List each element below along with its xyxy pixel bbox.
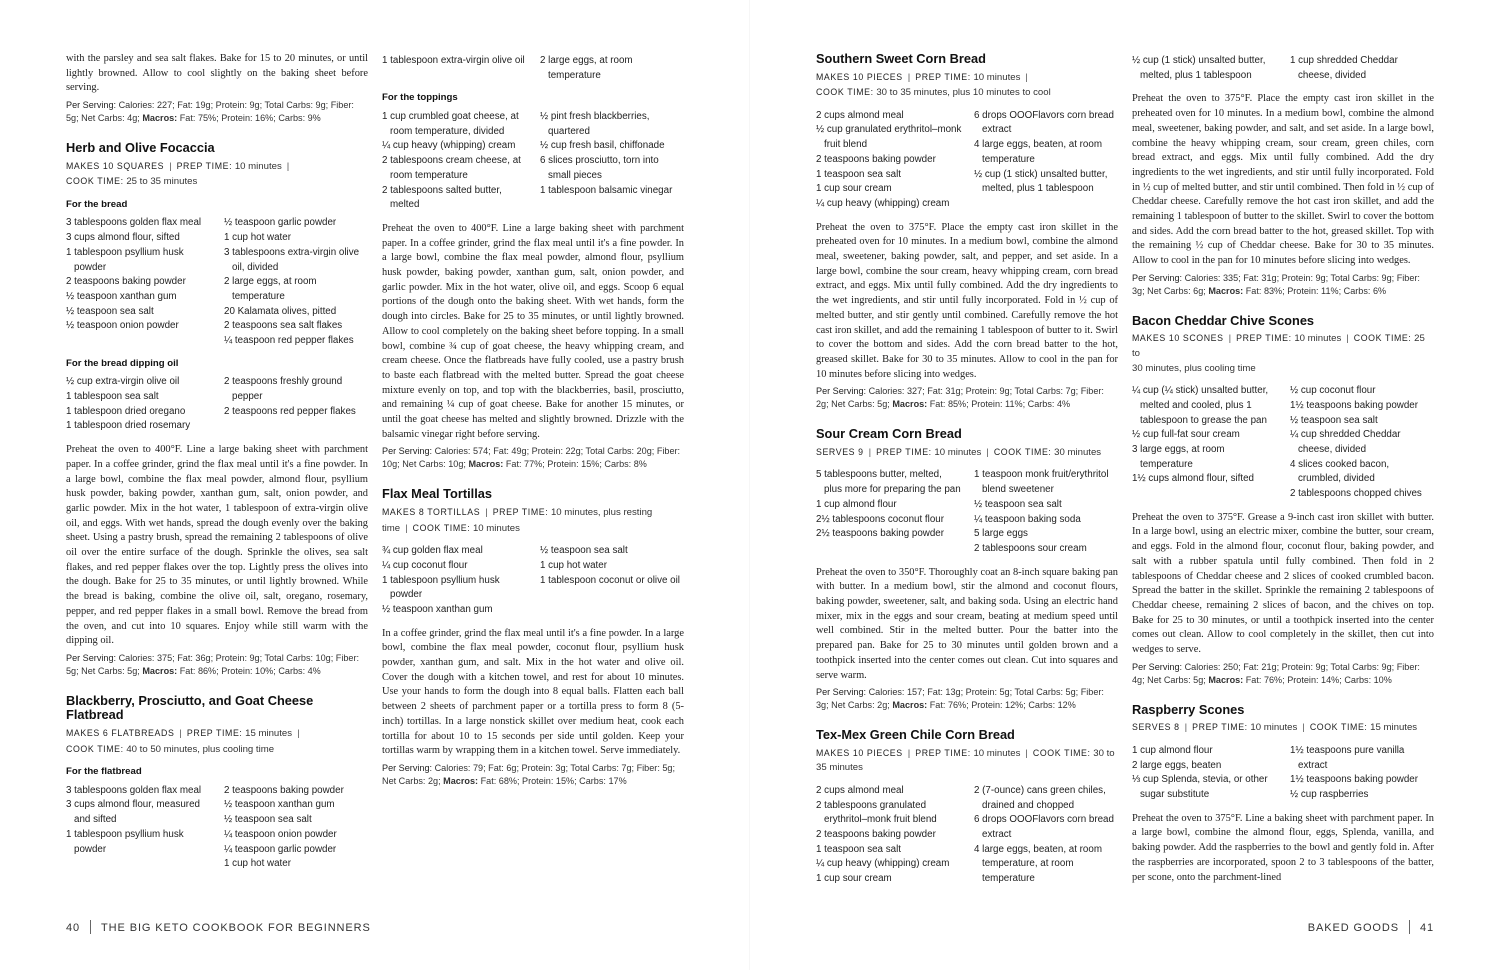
ingredient-item: 6 slices prosciutto, torn into small pieces bbox=[540, 155, 659, 181]
ingredient-list bbox=[382, 544, 684, 618]
ingredient-item: 1 tablespoon balsamic vinegar bbox=[540, 184, 673, 196]
recipe-directions: Preheat the oven to 375°F. Grease a 9-inch cast iron skillet with butter. In a large bowl, using an electric mixer, combine the butter, sour cream, and eggs. Fold in the almond flour, coconut flour, baking powder, and salt with a rubber spatula until fully combined. Then fold in 2 tablespoons of Cheddar cheese and 2 slices of cooked crumbled bacon. Spread the batter in the skillet. Sprinkle the remaining 2 tablespoons of Cheddar cheese, remaining 2 slices of bacon, and the chives on top. Bake for 25 to 30 minutes, or until a toothpick inserted into the center comes out clean. Allow to cool completely in the skillet, then cut into wedges to serve. bbox=[1132, 511, 1434, 656]
nutrition-info: Per Serving: Calories: 79; Fat: 6g; Protein: 3g; Total Carbs: 7g; Fiber: 5g; Net Carbs: 2g; Macros: Fat: 68%; Protein: 15%; Carbs: 17% bbox=[382, 763, 676, 786]
ingredient-item: ½ cup coconut flour bbox=[1290, 385, 1376, 397]
ingredient-item: 2½ tablespoons coconut flour bbox=[816, 513, 944, 525]
ingredient-item: 2 cups almond meal bbox=[816, 784, 904, 796]
page-footer bbox=[66, 920, 371, 934]
ingredient-list bbox=[382, 110, 684, 213]
ingredient-item: ½ teaspoon sea salt bbox=[1290, 414, 1378, 426]
ingredient-list bbox=[816, 109, 1118, 212]
recipe-meta: MAKES 10 SQUARES | PREP TIME: 10 minutes | COOK TIME: 25 to 35 minutes bbox=[66, 160, 290, 188]
ingredient-item: 1 teaspoon sea salt bbox=[816, 168, 901, 180]
ingredient-item: ½ teaspoon sea salt bbox=[974, 498, 1062, 510]
recipe-meta: MAKES 10 PIECES | PREP TIME: 10 minutes | COOK TIME: 30 to 35 minutes, plus 10 minutes to cool bbox=[816, 71, 1051, 99]
ingredient-item: 2 large eggs, beaten bbox=[1132, 759, 1222, 771]
ingredient-item: ½ teaspoon sea salt bbox=[66, 305, 154, 317]
ingredient-item: ¼ teaspoon baking soda bbox=[974, 513, 1081, 525]
right-page bbox=[750, 0, 1500, 970]
recipe-title: Blackberry, Prosciutto, and Goat Cheese Flatbread bbox=[66, 692, 314, 723]
ingredient-item: 1 tablespoon extra-virgin olive oil bbox=[382, 55, 525, 66]
ingredient-item: 1 tablespoon coconut or olive oil bbox=[540, 574, 680, 586]
ingredient-item: 2 tablespoons salted butter, melted bbox=[382, 184, 502, 211]
recipe-title: Herb and Olive Focaccia bbox=[66, 140, 215, 156]
running-title: THE BIG KETO COOKBOOK FOR BEGINNERS bbox=[101, 922, 371, 934]
ingredient-item: 20 Kalamata olives, pitted bbox=[224, 305, 337, 317]
ingredient-item: 1½ teaspoons baking powder bbox=[1290, 774, 1418, 786]
section-title: BAKED GOODS bbox=[1307, 922, 1399, 934]
nutrition-info: Per Serving: Calories: 574; Fat: 49g; Protein: 22g; Total Carbs: 20g; Fiber: 10g; Net Carbs: 10g; Macros: Fat: 77%; Protein: 15%; Carbs: 8% bbox=[382, 446, 681, 470]
ingredient-item: 5 large eggs bbox=[974, 528, 1028, 540]
recipe-title: Southern Sweet Corn Bread bbox=[816, 51, 986, 66]
ingredient-item: 1 cup sour cream bbox=[816, 183, 892, 195]
ingredient-item: ½ cup full-fat sour cream bbox=[1132, 429, 1240, 441]
ingredient-item: ¼ cup heavy (whipping) cream bbox=[816, 197, 950, 209]
ingredient-list bbox=[1132, 54, 1434, 83]
ingredient-item: ½ teaspoon onion powder bbox=[66, 320, 179, 332]
ingredient-item: ¼ cup heavy (whipping) cream bbox=[382, 140, 516, 152]
ingredient-item: ½ pint fresh blackberries, quartered bbox=[540, 111, 650, 137]
recipe-directions: In a coffee grinder, grind the flax meal until it's a fine powder. In a large bowl, combine the flax meal powder, coconut flour, psyllium husk powder, xanthan gum, and salt. Mix in the hot water and olive oil. Cover the dough with a kitchen towel, and rest for about 10 minutes. Use your hands to form the dough into 8 equal balls. Flatten each ball between 2 sheets of parchment paper or a tortilla press to form 8 (5-inch) tortillas. In a large nonstick skillet over medium heat, cook each tortilla for about 10 to 15 seconds per side until golden. Keep your tortillas warm by wrapping them in a kitchen towel. Serve immediately. bbox=[382, 627, 684, 757]
ingredient-item: ¼ cup heavy (whipping) cream bbox=[816, 858, 950, 870]
ingredient-item: ½ cup granulated erythritol–monk fruit blend bbox=[816, 124, 962, 151]
ingredient-subheading: For the bread bbox=[66, 198, 128, 210]
ingredient-item: 3 cups almond flour, measured and sifted bbox=[66, 799, 200, 826]
left-column-2 bbox=[382, 52, 684, 788]
ingredient-item: 1 cup sour cream bbox=[816, 873, 892, 885]
ingredient-item: ½ cup extra-virgin olive oil bbox=[66, 376, 180, 388]
recipe-directions: Preheat the oven to 400°F. Line a large baking sheet with parchment paper. In a coffee grinder, grind the flax meal until it's a fine powder. In a large bowl, combine the flax meal powder, almond flour, psyllium husk powder, baking powder, xanthan gum, salt, onion powder, and garlic powder. Mix in the hot water, 1 tablespoon of extra-virgin olive oil, and eggs. With wet hands, spread the dough evenly over the baking sheet. Using a pastry brush, spread the remaining 2 tablespoons of olive oil over the entire surface of the dough. Sprinkle the olives, sea salt flakes, and red pepper flakes over the top. Lightly press the olives into the dough. Bake for 25 to 35 minutes, or until lightly browned. While the bread is baking, combine the olive oil, salt, oregano, rosemary, pepper, and red pepper flakes in a small bowl. Remove the bread from the oven, and cut into 10 squares. Enjoy while still warm with the dipping oil. bbox=[66, 444, 368, 647]
ingredient-item: 2 (7-ounce) cans green chiles, drained and chopped bbox=[974, 784, 1106, 811]
ingredient-item: 6 drops OOOFlavors corn bread extract bbox=[974, 109, 1114, 136]
recipe-title: Flax Meal Tortillas bbox=[382, 486, 492, 502]
ingredient-item: 4 slices cooked bacon, crumbled, divided bbox=[1290, 458, 1390, 485]
ingredient-item: 3 large eggs, at room temperature bbox=[1132, 443, 1225, 470]
recipe-directions: Preheat the oven to 375°F. Line a baking sheet with parchment paper. In a large bowl, combine the almond flour, eggs, Splenda, vanilla, and baking powder. Add the raspberries to the bowl and gently fold in. After the raspberries are incorporated, spoon 2 to 3 tablespoons of the batter, per scone, onto the parchment-lined bbox=[1132, 812, 1434, 883]
nutrition-info: Per Serving: Calories: 327; Fat: 31g; Protein: 9g; Total Carbs: 7g; Fiber: 2g; Net Carbs: 5g; Macros: Fat: 85%; Protein: 11%; Carbs: 4% bbox=[816, 386, 1104, 410]
ingredient-list bbox=[816, 784, 1118, 887]
ingredient-item: ½ teaspoon xanthan gum bbox=[66, 290, 177, 302]
nutrition-info: Per Serving: Calories: 335; Fat: 31g; Protein: 9g; Total Carbs: 9g; Fiber: 3g; Net Carbs: 6g; Macros: Fat: 83%; Protein: 11%; Carbs: 6% bbox=[1132, 272, 1420, 296]
recipe-title: Tex-Mex Green Chile Corn Bread bbox=[816, 727, 1015, 743]
recipe-title: Raspberry Scones bbox=[1132, 701, 1245, 717]
ingredient-item: ½ teaspoon xanthan gum bbox=[224, 799, 335, 811]
ingredient-list bbox=[66, 784, 368, 872]
ingredient-item: ½ cup (1 stick) unsalted butter, melted, plus 1 tablespoon bbox=[974, 168, 1108, 195]
ingredient-item: 2 cups almond meal bbox=[816, 109, 904, 121]
ingredient-item: 2 large eggs, at room temperature bbox=[224, 276, 317, 302]
ingredient-item: ¾ cup golden flax meal bbox=[382, 545, 483, 557]
ingredient-item: ½ cup (1 stick) unsalted butter, melted, plus 1 tablespoon bbox=[1132, 55, 1266, 81]
ingredient-item: 1 teaspoon sea salt bbox=[816, 843, 901, 855]
nutrition-info: Per Serving: Calories: 157; Fat: 13g; Protein: 5g; Total Carbs: 5g; Fiber: 3g; Net Carbs: 2g; Macros: Fat: 76%; Protein: 12%; Carbs: 12% bbox=[816, 687, 1104, 711]
ingredient-item: 2 teaspoons baking powder bbox=[816, 829, 936, 841]
ingredient-item: 3 tablespoons golden flax meal bbox=[66, 217, 202, 229]
ingredient-item: 1½ cups almond flour, sifted bbox=[1132, 473, 1254, 485]
ingredient-item: 1 cup crumbled goat cheese, at room temperature, divided bbox=[382, 111, 519, 137]
ingredient-item: ¼ cup coconut flour bbox=[382, 559, 468, 571]
nutrition-info: Per Serving: Calories: 227; Fat: 19g; Protein: 9g; Total Carbs: 9g; Fiber: 5g; Net Carbs: 4g; Macros: Fat: 75%; Protein: 16%; Carbs: 9% bbox=[66, 100, 354, 124]
ingredient-item: ¼ teaspoon garlic powder bbox=[224, 843, 337, 855]
continued-directions: with the parsley and sea salt flakes. Bake for 15 to 20 minutes, or until lightly browned. Allow to cool slightly on the baking sheet before serving. bbox=[66, 53, 368, 94]
ingredient-item: 2 tablespoons cream cheese, at room temperature bbox=[382, 155, 521, 181]
ingredient-item: 5 tablespoons butter, melted, plus more for preparing the pan bbox=[816, 469, 961, 496]
ingredient-item: ½ cup fresh basil, chiffonade bbox=[540, 140, 665, 152]
ingredient-item: 4 large eggs, beaten, at room temperature, at room temperature bbox=[974, 843, 1102, 885]
ingredient-item: 2 teaspoons red pepper flakes bbox=[224, 405, 356, 417]
ingredient-list bbox=[382, 54, 684, 83]
recipe-meta: SERVES 8 | PREP TIME: 10 minutes | COOK TIME: 15 minutes bbox=[1132, 722, 1418, 734]
ingredient-list bbox=[1132, 384, 1434, 502]
ingredient-item: 1 cup hot water bbox=[540, 559, 607, 571]
ingredient-item: 4 large eggs, beaten, at room temperature bbox=[974, 139, 1102, 165]
ingredient-item: ½ cup raspberries bbox=[1290, 788, 1369, 800]
ingredient-item: 2 teaspoons baking powder bbox=[816, 153, 936, 165]
ingredient-item: 1 cup almond flour bbox=[1132, 744, 1213, 756]
ingredient-item: 1 tablespoon psyllium husk powder bbox=[382, 574, 500, 601]
ingredient-item: 1 cup hot water bbox=[224, 858, 291, 870]
right-column-2 bbox=[1132, 52, 1434, 885]
ingredient-list bbox=[66, 216, 368, 348]
recipe-directions: Preheat the oven to 350°F. Thoroughly coat an 8-inch square baking pan with butter. In a medium bowl, stir the almond and coconut flours, baking powder, sweetener, salt, and baking soda. Using an electric hand mixer, mix in the eggs and sour cream, beating at medium speed until well combined. Stir in the melted butter. Pour the batter into the prepared pan. Bake for 25 to 30 minutes until golden brown and a toothpick inserted into the center comes out clean. Cut into squares and serve warm. bbox=[816, 566, 1118, 681]
ingredient-item: ¼ cup (¼ stick) unsalted butter, melted and cooled, plus 1 tablespoon to grease the pan bbox=[1132, 385, 1269, 426]
ingredient-item: 1 cup almond flour bbox=[816, 498, 897, 510]
ingredient-item: 2 tablespoons sour cream bbox=[974, 542, 1087, 554]
recipe-title: Sour Cream Corn Bread bbox=[816, 426, 962, 442]
ingredient-list bbox=[816, 468, 1118, 556]
ingredient-item: 2 teaspoons baking powder bbox=[224, 784, 344, 796]
ingredient-item: 2½ teaspoons baking powder bbox=[816, 528, 944, 540]
ingredient-item: 2 teaspoons baking powder bbox=[66, 276, 186, 288]
ingredient-item: 1 tablespoon dried rosemary bbox=[66, 420, 191, 432]
right-column-1 bbox=[816, 52, 1118, 887]
ingredient-list bbox=[66, 375, 368, 434]
ingredient-item: ¼ cup shredded Cheddar cheese, divided bbox=[1290, 429, 1401, 455]
recipe-meta: MAKES 10 PIECES | PREP TIME: 10 minutes | COOK TIME: 30 to 35 minutes bbox=[816, 747, 1115, 774]
ingredient-item: 3 tablespoons golden flax meal bbox=[66, 784, 202, 796]
nutrition-info: Per Serving: Calories: 250; Fat: 21g; Protein: 9g; Total Carbs: 9g; Fiber: 4g; Net Carbs: 5g; Macros: Fat: 76%; Protein: 14%; Carbs: 10% bbox=[1132, 661, 1420, 685]
recipe-directions: Preheat the oven to 400°F. Line a large baking sheet with parchment paper. In a coffee grinder, grind the flax meal until it's a fine powder. In a large bowl, combine the flax meal powder, almond flour, psyllium husk powder, baking powder, xanthan gum, salt, onion powder, and garlic powder. Mix in the hot water, olive oil, and eggs. Scoop 6 equal portions of the dough onto the baking sheet. With wet hands, form the dough into circles. Bake for 25 to 35 minutes, or until lightly browned. Allow to cool completely on the baking sheet before topping. In a small bowl, combine ¾ cup of goat cheese, the heavy whipping cream, and cream cheese. Once the flatbreads have fully cooled, use a pastry brush to baste each flatbread with the melted butter. Spread the goat cheese mixture evenly on top, and top with the blackberries, basil, prosciutto, and remaining ¼ cup of goat cheese. Bake for another 15 minutes, or until the goat cheese has melted and slightly browned. Drizzle with the balsamic vinegar right before serving. bbox=[382, 222, 684, 440]
page-footer bbox=[1308, 920, 1434, 934]
ingredient-item: 1½ teaspoons baking powder bbox=[1290, 399, 1418, 411]
ingredient-subheading: For the toppings bbox=[382, 92, 458, 104]
ingredient-item: 6 drops OOOFlavors corn bread extract bbox=[974, 814, 1114, 841]
ingredient-item: ½ teaspoon sea salt bbox=[224, 814, 312, 826]
ingredient-item: 1 cup shredded Cheddar cheese, divided bbox=[1290, 55, 1398, 81]
ingredient-item: 2 teaspoons sea salt flakes bbox=[224, 320, 343, 332]
left-column-1 bbox=[66, 52, 368, 872]
ingredient-item: ⅓ cup Splenda, stevia, or other sugar substitute bbox=[1132, 774, 1268, 800]
recipe-meta: MAKES 6 FLATBREADS | PREP TIME: 15 minutes | COOK TIME: 40 to 50 minutes, plus cooling time bbox=[66, 727, 300, 755]
recipe-meta: SERVES 9 | PREP TIME: 10 minutes | COOK TIME: 30 minutes bbox=[816, 446, 1102, 458]
ingredient-item: 1 teaspoon monk fruit/erythritol blend sweetener bbox=[974, 469, 1109, 496]
ingredient-item: 1 tablespoon dried oregano bbox=[66, 405, 186, 417]
ingredient-item: 2 tablespoons granulated erythritol–monk fruit blend bbox=[816, 799, 937, 826]
ingredient-item: ½ teaspoon garlic powder bbox=[224, 217, 337, 229]
recipe-meta: MAKES 10 SCONES | PREP TIME: 10 minutes | COOK TIME: 25 to 30 minutes, plus cooling time bbox=[1132, 333, 1425, 374]
ingredient-item: ½ teaspoon sea salt bbox=[540, 545, 628, 557]
ingredient-item: 1 tablespoon psyllium husk powder bbox=[66, 246, 184, 273]
ingredient-item: 1 cup hot water bbox=[224, 232, 291, 244]
ingredient-list bbox=[1132, 744, 1434, 803]
ingredient-item: 1 tablespoon psyllium husk powder bbox=[66, 828, 184, 855]
recipe-directions: Preheat the oven to 375°F. Place the empty cast iron skillet in the preheated oven for 10 minutes. In a medium bowl, combine the almond meal, sweetener, baking powder, and salt, and set aside. In a large bowl, combine the heavy whipping cream, sour cream, green chiles, corn bread extract, and eggs. Mix until fully combined. Add the dry ingredients to the wet ingredients, and stir until fully incorporated. Fold in ½ cup of melted butter, and stir until combined. Then fold in ½ cup of Cheddar cheese. Carefully remove the hot cast iron skillet, and add the remaining 1 tablespoon of butter to the skillet. Swirl to cover the bottom and sides. Add the corn bread batter to the hot, greased skillet. Top with the remaining ½ cup of Cheddar cheese. Bake for 30 to 35 minutes. Allow to cool in the pan for 10 minutes before slicing into wedges. bbox=[1132, 93, 1434, 267]
ingredient-subheading: For the bread dipping oil bbox=[66, 357, 179, 369]
ingredient-item: 2 teaspoons freshly ground pepper bbox=[224, 376, 343, 403]
ingredient-item: 2 large eggs, at room temperature bbox=[540, 55, 633, 81]
ingredient-subheading: For the flatbread bbox=[66, 766, 142, 778]
recipe-meta: MAKES 8 TORTILLAS | PREP TIME: 10 minutes, plus resting time | COOK TIME: 10 minutes bbox=[382, 506, 653, 534]
ingredient-item: ¼ teaspoon red pepper flakes bbox=[224, 335, 354, 347]
ingredient-item: ¼ teaspoon onion powder bbox=[224, 828, 337, 840]
ingredient-item: 1 tablespoon sea salt bbox=[66, 391, 159, 403]
ingredient-item: 3 cups almond flour, sifted bbox=[66, 232, 180, 244]
ingredient-item: ½ teaspoon xanthan gum bbox=[382, 603, 493, 615]
recipe-title: Bacon Cheddar Chive Scones bbox=[1132, 312, 1315, 328]
ingredient-item: 1½ teaspoons pure vanilla extract bbox=[1290, 744, 1405, 771]
ingredient-item: 2 tablespoons chopped chives bbox=[1290, 488, 1422, 500]
nutrition-info: Per Serving: Calories: 375; Fat: 36g; Protein: 9g; Total Carbs: 10g; Fiber: 5g; Net Carbs: 5g; Macros: Fat: 86%; Protein: 10%; Carbs: 4% bbox=[66, 652, 360, 676]
page-number: 40 bbox=[66, 922, 81, 934]
ingredient-item: 3 tablespoons extra-virgin olive oil, divided bbox=[224, 246, 360, 273]
recipe-directions: Preheat the oven to 375°F. Place the empty cast iron skillet in the preheated oven for 10 minutes. In a medium bowl, combine the almond meal, sweetener, baking powder, salt, and pepper, and set aside. In a large bowl, combine the sour cream, heavy whipping cream, corn bread extract, and eggs. Mix until fully combined. Add the dry ingredients to the wet ingredients, and stir until fully incorporated. Fold in ½ cup of melted butter, and stir gently until combined. Carefully remove the hot cast iron skillet, and add the remaining 1 tablespoon of butter to it. Swirl to cover the bottom and sides. Add the corn bread batter to the hot, greased skillet. Bake for 30 to 35 minutes. Allow to cool in the pan for 10 minutes before slicing into wedges. bbox=[816, 221, 1118, 380]
page-number: 41 bbox=[1419, 922, 1434, 934]
